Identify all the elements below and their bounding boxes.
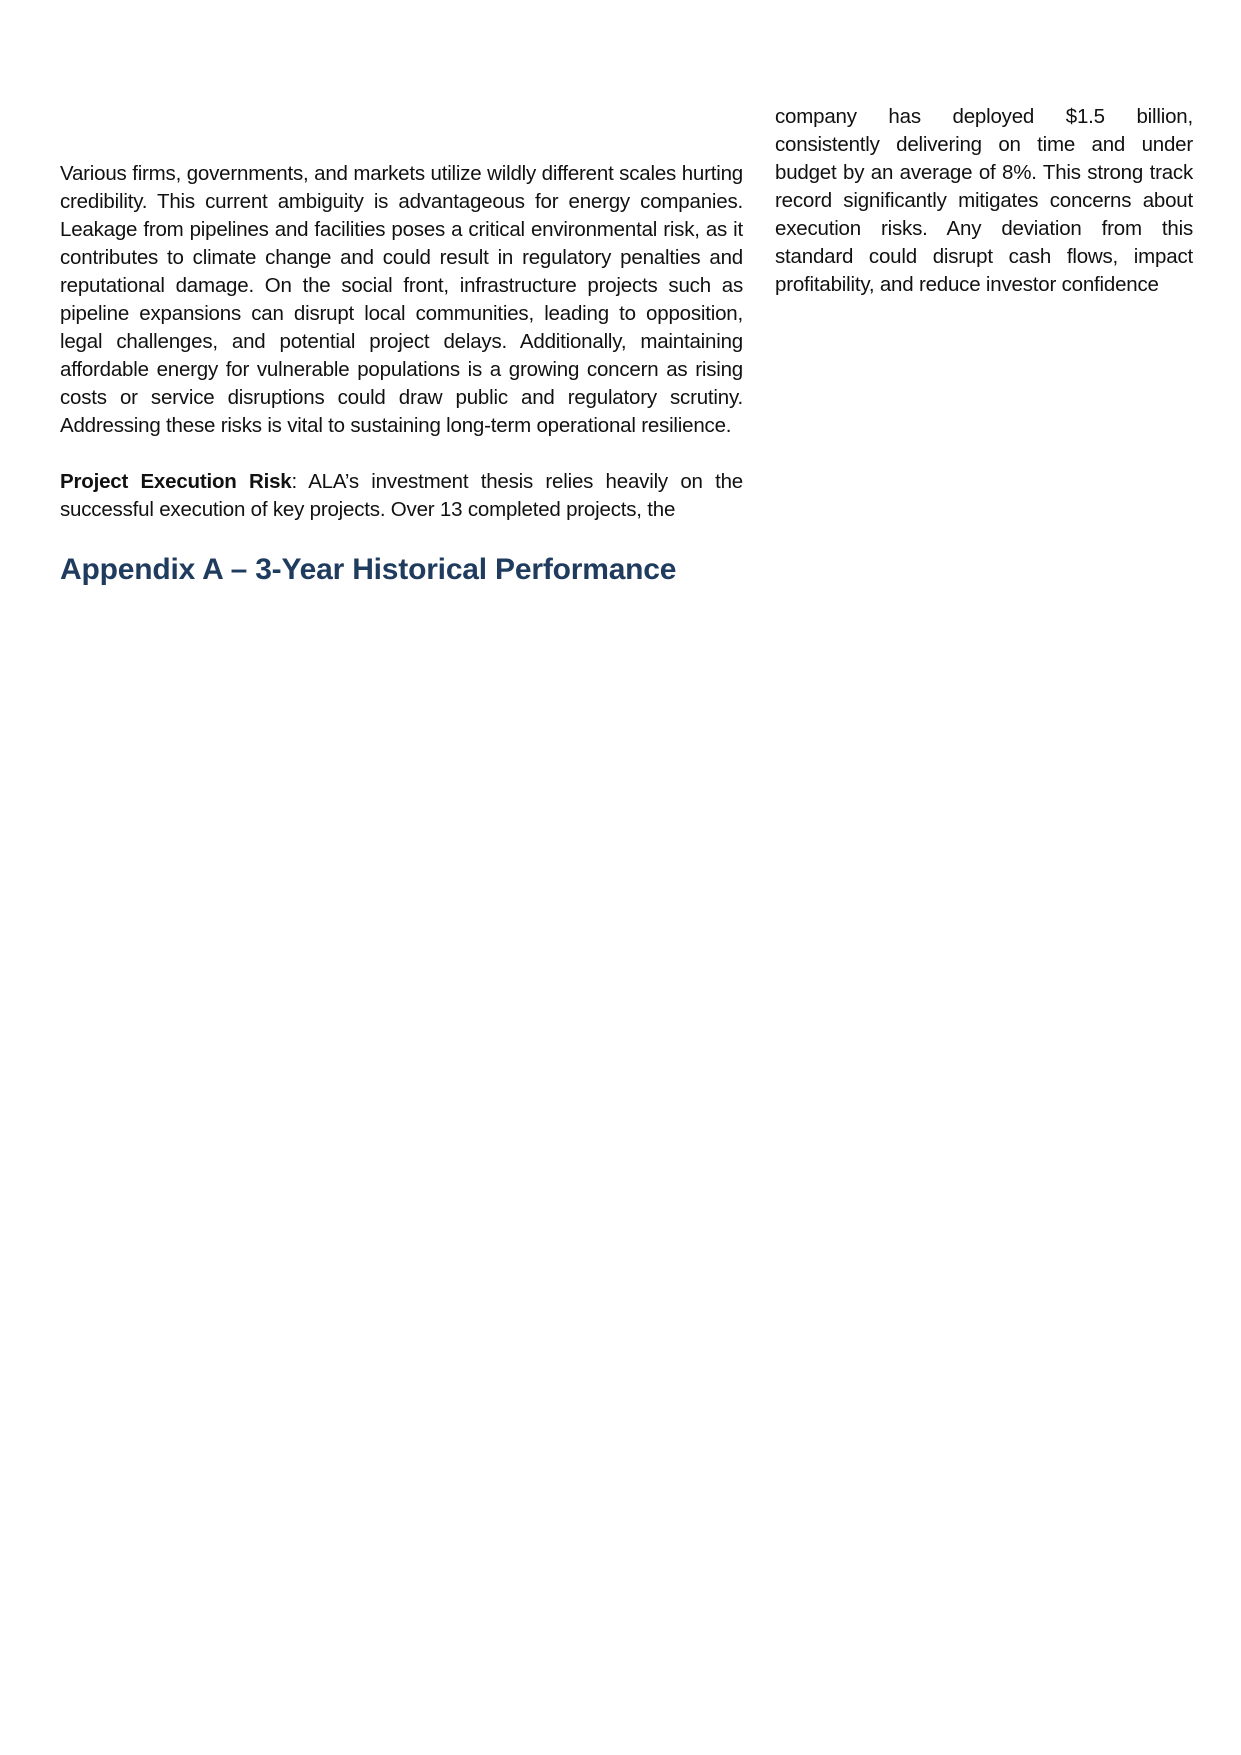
appendix-heading: Appendix A – 3-Year Historical Performance: [60, 553, 677, 586]
esg-risk-paragraph: Various firms, governments, and markets utilize wildly different scales hurting credibility. This current ambiguity is advantageous for energy companies. Leakage from pipelines and facilities poses a critical environmental risk, as it contributes to climate change and could result in regulatory penalties and reputational damage. On the social front, infrastructure projects such as pipeline expansions can disrupt local communities, leading to opposition, legal challenges, and potential project delays. Additionally, maintaining affordable energy for vulnerable populations is a growing concern as rising costs or service disruptions could draw public and regulatory scrutiny. Addressing these risks is vital to sustaining long-term operational resilience.: [60, 162, 743, 437]
project-execution-risk-label: Project Execution Risk: [60, 470, 292, 493]
left-text-column: [60, 160, 743, 524]
project-execution-risk-text: : ALA’s investment thesis relies heavily on the successful execution of key projects. Over 13 completed projects, the: [60, 470, 743, 521]
execution-track-record-paragraph: company has deployed $1.5 billion, consistently delivering on time and under budget by an average of 8%. This strong track record significantly mitigates concerns about execution risks. Any deviation from this standard could disrupt cash flows, impact profitability, and reduce investor confidence: [775, 105, 1193, 296]
project-execution-risk-paragraph: [60, 468, 743, 524]
right-text-column: [775, 103, 1193, 299]
